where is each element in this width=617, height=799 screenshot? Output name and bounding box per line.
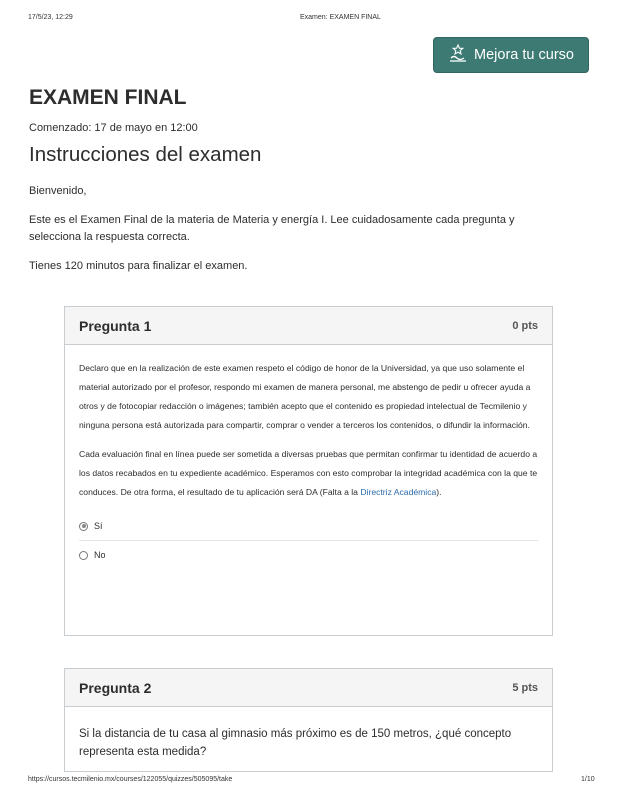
print-page-number: 1/10 <box>581 776 595 783</box>
radio-selected-icon[interactable] <box>79 522 88 531</box>
radio-icon[interactable] <box>79 551 88 560</box>
intro-text: Este es el Examen Final de la materia de Materia y energía I. Lee cuidadosamente cada pregunta y selecciona la respuesta correcta. <box>29 214 515 243</box>
question-points: 5 pts <box>512 681 538 694</box>
print-doc-title: Examen: EXAMEN FINAL <box>300 14 381 21</box>
time-note: Tienes 120 minutos para finalizar el examen. <box>29 260 248 272</box>
question-title: Pregunta 2 <box>79 679 152 696</box>
question-text: Si la distancia de tu casa al gimnasio más próximo es de 150 metros, ¿qué concepto representa esta medida? <box>79 728 512 758</box>
instructions-heading: Instrucciones del examen <box>29 143 262 166</box>
print-datetime: 17/5/23, 12:29 <box>28 14 73 21</box>
improve-course-icon <box>448 43 468 67</box>
question-title: Pregunta 1 <box>79 317 152 334</box>
question-card-1 <box>64 306 553 636</box>
answer-label: No <box>94 550 106 560</box>
answer-option-no[interactable] <box>79 540 538 569</box>
honor-code-text: Declaro que en la realización de este examen respeto el código de honor de la Universidad, ya que uso solamente el material autorizado por el profesor, respondo mi examen de manera personal, me abstengo de pedir u ofrecer ayuda a otros y de fotocopiar redacción o imágenes; también acepto que el contenido es propiedad intelectual de Tecmilenio y ninguna persona está autorizada para compartir, comprar o vender a terceros los contenidos, o difundir la información. <box>79 363 531 430</box>
answer-label: Sí <box>94 521 103 531</box>
improve-course-button[interactable] <box>433 37 589 73</box>
answer-option-yes[interactable] <box>79 512 538 540</box>
question-header <box>65 307 552 345</box>
exam-started: Comenzado: 17 de mayo en 12:00 <box>29 122 198 134</box>
question-points: 0 pts <box>512 319 538 332</box>
identity-text: Cada evaluación final en línea puede ser sometida a diversas pruebas que permitan confirmar tu identidad de acuerdo a los datos recabados en tu expediente académico. Esperamos con esto comprobar la integridad académica con la que te conduces. De otra forma, el resultado de tu aplicación será DA (Falta a la Directriz Académica). <box>79 449 538 497</box>
print-url: https://cursos.tecmilenio.mx/courses/122055/quizzes/505095/take <box>28 776 233 783</box>
academic-directive-link[interactable]: Directriz Académica <box>360 487 437 497</box>
question-card-2 <box>64 668 553 772</box>
question-header <box>65 669 552 707</box>
welcome-text: Bienvenido, <box>29 185 87 197</box>
exam-title: EXAMEN FINAL <box>29 86 187 109</box>
improve-course-label: Mejora tu curso <box>474 47 574 63</box>
